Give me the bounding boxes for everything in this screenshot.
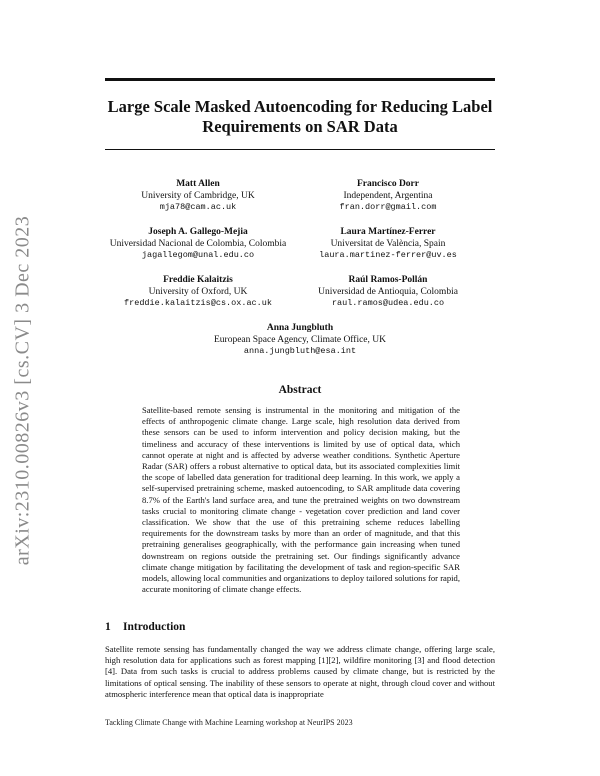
arxiv-identifier-text: arXiv:2310.00826v3 [cs.CV] 3 Dec 2023 — [11, 215, 34, 565]
author-block — [88, 227, 308, 261]
author-email: raul.ramos@udea.edu.co — [331, 298, 445, 308]
author-affiliation: University of Cambridge, UK — [141, 191, 255, 201]
author-email: freddie.kalaitzis@cs.ox.ac.uk — [124, 298, 272, 308]
author-affiliation: University of Oxford, UK — [148, 287, 248, 297]
author-email: mja78@cam.ac.uk — [159, 202, 237, 212]
author-block — [278, 179, 498, 213]
author-affiliation: Universidad de Antioquia, Colombia — [318, 287, 458, 297]
author-name: Raúl Ramos-Pollán — [348, 275, 428, 285]
venue-footnote: Tackling Climate Change with Machine Learning workshop at NeurIPS 2023 — [105, 718, 353, 727]
author-name: Freddie Kalaitzis — [163, 275, 233, 285]
author-affiliation: Independent, Argentina — [343, 191, 433, 201]
author-email: laura.martinez-ferrer@uv.es — [319, 250, 457, 260]
author-block — [88, 275, 308, 309]
author-affiliation: Universitat de València, Spain — [330, 239, 446, 249]
paper-title: Large Scale Masked Autoencoding for Reducing Label Requirements on SAR Data — [107, 97, 493, 136]
section-title: Introduction — [123, 621, 186, 633]
author-block — [278, 227, 498, 261]
author-affiliation: Universidad Nacional de Colombia, Colombia — [109, 239, 287, 249]
author-affiliation: European Space Agency, Climate Office, UK — [214, 335, 386, 345]
introduction-text: Satellite remote sensing has fundamentally changed the way we address climate change, offering large scale, high resolution data for applications such as forest mapping [1][2], wildfire monitoring [3] and flood detection [4]. Data from such tasks is crucial to address problems caused by climate change, but is restricted by the limitations of optical sensing. The inability of these sensors to operate at night, through cloud cover and without atmospheric interference mean that optical data is inappropriate — [105, 644, 495, 699]
author-name: Joseph A. Gallego-Mejia — [148, 227, 248, 237]
author-block — [170, 323, 430, 357]
title-top-rule — [105, 78, 495, 81]
author-name: Anna Jungbluth — [266, 323, 334, 333]
section-number: 1 — [105, 621, 111, 633]
author-email: anna.jungbluth@esa.int — [243, 346, 357, 356]
author-name: Matt Allen — [176, 179, 220, 189]
author-block — [88, 179, 308, 213]
title-bottom-rule — [105, 149, 495, 150]
author-name: Francisco Dorr — [357, 179, 419, 189]
abstract-text: Satellite-based remote sensing is instrumental in the monitoring and mitigation of the effects of anthropogenic climate change. Large scale, high resolution data derived from these sensors can be used to inform intervention and policy decision making, but the timeliness and accuracy of these interventions is limited by use of optical data, which cannot operate at night and is affected by adverse weather conditions. Synthetic Aperture Radar (SAR) offers a robust alternative to optical data, but its associated complexities limit the scope of labelled data generation for traditional deep learning. In this work, we apply a self-supervised pretraining scheme, masked autoencoding, to SAR amplitude data covering 8.7% of the Earth's land surface area, and tune the pretrained weights on two downstream tasks crucial to monitoring climate change - vegetation cover prediction and land cover classification. We show that the use of this pretraining scheme reduces labelling requirements for the downstream tasks by more than an order of magnitude, and that this pretraining generalises geographically, with the performance gain increasing when tuned downstream on regions outside the pretraining set. Our findings significantly advance climate change mitigation by facilitating the development of task and region-specific SAR models, allowing local communities and organizations to deploy tailored solutions for rapid, accurate monitoring of climate change effects. — [142, 405, 460, 595]
arxiv-identifier — [8, 210, 38, 570]
abstract-heading: Abstract — [278, 384, 322, 396]
author-name: Laura Martínez-Ferrer — [340, 227, 436, 237]
section-heading — [105, 621, 185, 633]
author-block — [278, 275, 498, 309]
author-email: jagallegom@unal.edu.co — [141, 250, 255, 260]
author-email: fran.dorr@gmail.com — [339, 202, 437, 212]
